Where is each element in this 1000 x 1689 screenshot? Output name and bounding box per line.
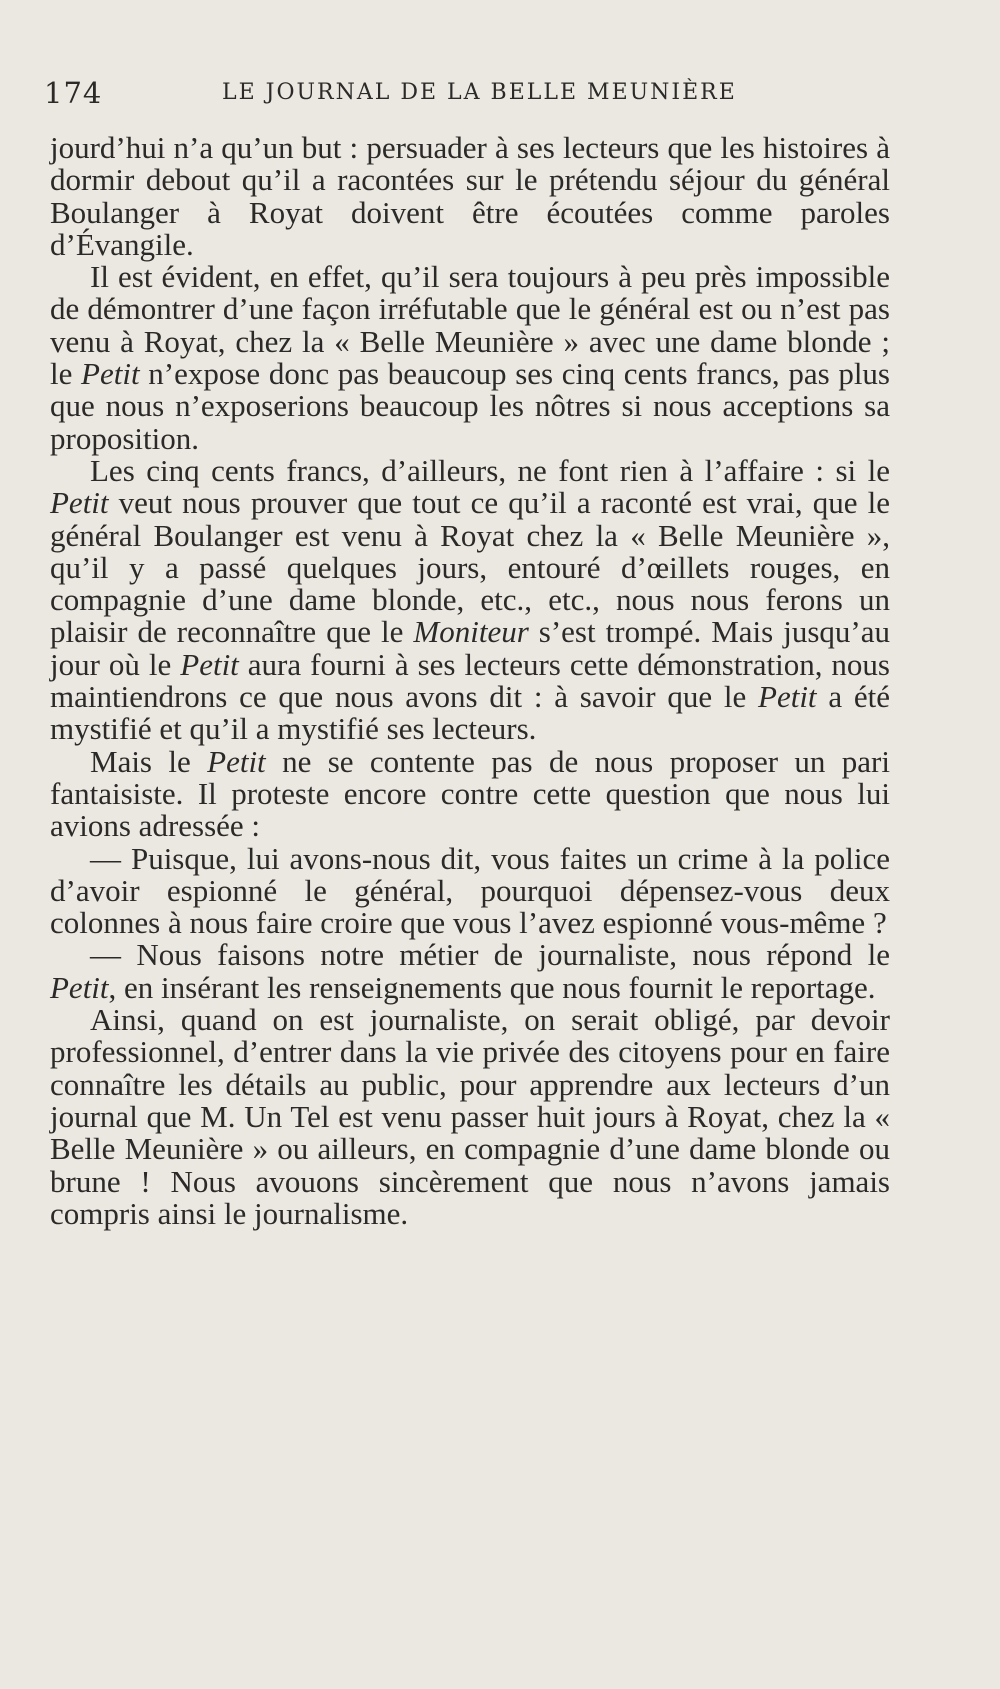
italic-text-segment: Moniteur	[413, 614, 529, 650]
italic-text-segment: Petit	[50, 969, 109, 1005]
running-title: LE JOURNAL DE LA BELLE MEUNIÈRE	[222, 80, 737, 105]
text-segment: aura fourni à ses lecteurs cette démonstration, nous maintiendrons ce que nous avons dit : à savoir que le	[50, 646, 890, 715]
text-segment: jourd’hui n’a qu’un but : persuader à ses lecteurs que les histoires à dormir debout qu’il a racontées sur le prétendu séjour du général Boulanger à Royat doivent être écoutées comme paroles d’Évangile.	[50, 130, 890, 262]
text-segment: ne se contente pas de nous proposer un pari fantaisiste. Il proteste encore contre cette question que nous lui avions adressée :	[50, 743, 890, 844]
paragraph	[50, 452, 890, 747]
italic-text-segment: Petit	[758, 679, 817, 715]
text-segment: — Nous faisons notre métier de journaliste, nous répond le	[90, 937, 890, 973]
paragraph	[50, 261, 890, 455]
text-segment: a été mystifié et qu’il a mystifié ses lecteurs.	[50, 679, 890, 747]
paragraph	[50, 939, 890, 1004]
page-header	[44, 76, 744, 116]
text-segment: veut nous prouver que tout ce qu’il a raconté est vrai, que le général Boulanger est venu à Royat chez la « Belle Meunière », qu’il y a passé quelques jours, entouré d’œillets rouges, en compagnie d’une dame blonde, etc., etc., nous nous ferons un plaisir de reconnaître que le	[50, 485, 890, 650]
italic-text-segment: Petit	[50, 485, 109, 521]
paragraph	[50, 1004, 890, 1230]
paragraph	[50, 743, 890, 844]
text-segment: — Puisque, lui avons-nous dit, vous faites un crime à la police d’avoir espionné le général, pourquoi dépensez-vous deux colonnes à nous faire croire que vous l’avez espionné vous-même ?	[50, 840, 890, 941]
text-segment: Les cinq cents francs, d’ailleurs, ne font rien à l’affaire : si le	[90, 452, 890, 488]
page-number: 174	[44, 76, 103, 110]
text-segment: , en insérant les renseignements que nous fournit le reportage.	[108, 969, 876, 1005]
body-text	[50, 132, 890, 1230]
paragraph	[50, 132, 890, 261]
text-segment: Il est évident, en effet, qu’il sera toujours à peu près impossible de démontrer d’une façon irréfutable que le général est ou n’est pas venu à Royat, chez la « Belle Meunière » avec une dame blonde ; le	[50, 259, 890, 392]
text-segment: Ainsi, quand on est journaliste, on serait obligé, par devoir professionnel, d’entrer dans la vie privée des citoyens pour en faire connaître les détails au public, pour apprendre aux lecteurs d’un journal que M. Un Tel est venu passer huit jours à Royat, chez la « Belle Meunière » ou ailleurs, en compagnie d’une dame blonde ou brune ! Nous avouons sincèrement que nous n’avons jamais compris ainsi le journalisme.	[50, 1002, 890, 1231]
text-segment: s’est trompé. Mais jusqu’au jour où le	[50, 614, 890, 682]
italic-text-segment: Petit	[81, 356, 140, 392]
text-segment: n’expose donc pas beaucoup ses cinq cents francs, pas plus que nous n’exposerions beaucoup les nôtres si nous acceptions sa proposition.	[50, 356, 890, 456]
italic-text-segment: Petit	[180, 646, 239, 682]
text-segment: Mais le	[90, 743, 208, 779]
paragraph	[50, 840, 890, 941]
italic-text-segment: Petit	[207, 743, 266, 779]
